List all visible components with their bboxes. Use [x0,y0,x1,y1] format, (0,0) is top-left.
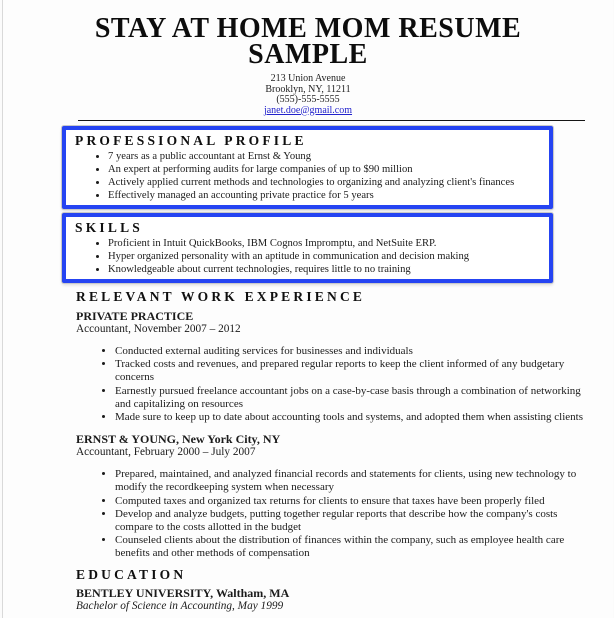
header-divider [78,120,585,121]
skills-highlight-box [62,213,553,283]
email-link[interactable]: janet.doe@gmail.com [263,104,353,116]
profile-bullet: • Actively applied current methods and technologies to organizing and analyzing client's finances [108,176,549,189]
job-bullet: • Made sure to keep up to date about accounting tools and systems, and adopted them when assisting clients [115,411,585,424]
section-heading-education: EDUCATION [76,566,187,582]
profile-bullet-list [74,150,549,202]
job-bullet: • Conducted external auditing services for businesses and individuals [115,345,585,358]
contact-block [3,74,613,116]
profile-bullet: • An expert at performing audits for large companies of up to $90 million [108,163,549,176]
profile-highlight-box [62,126,553,209]
resume-header [3,13,613,116]
resume-page [2,0,613,618]
job-bullet: • Prepared, maintained, and analyzed financial records and statements for clients, using new technology to modify the recordkeeping system when necessary [115,468,585,494]
job-bullet: • Earnestly pursued freelance accountant jobs on a case-by-case basis through a combination of networking and capitalizing on resources [115,385,585,411]
contact-phone: (555)-555-5555 [276,94,340,105]
job-bullet: • Tracked costs and revenues, and prepared regular reports to keep the client informed of any budgetary concerns [115,358,585,384]
section-heading-skills: SKILLS [75,220,143,235]
profile-bullet: • Effectively managed an accounting private practice for 5 years [108,189,549,202]
profile-bullet: • 7 years as a public accountant at Ernst & Young [108,150,549,163]
contact-address: 213 Union Avenue [270,73,346,84]
job-bullet: • Computed taxes and organized tax returns for clients to ensure that taxes have been properly filed [115,495,585,508]
skills-bullet-list [74,237,549,276]
resume-body [3,120,613,613]
school-name: BENTLEY UNIVERSITY, Waltham, MA [76,585,290,600]
degree-line: Bachelor of Science in Accounting, May 1999 [76,599,284,612]
job-employer: ERNST & YOUNG, New York City, NY [76,432,281,447]
education-entry [62,587,585,613]
contact-city: Brooklyn, NY, 11211 [265,83,351,95]
job-bullet: • Counseled clients about the distribution of finances within the company, such as employee health care benefits and other methods of compensation [115,534,585,560]
job-bullet-list [76,468,585,560]
job-entry-private-practice [62,310,585,424]
job-bullet-list [76,345,585,424]
skills-bullet: • Proficient in Intuit QuickBooks, IBM Cognos Impromptu, and NetSuite ERP. [108,237,549,250]
job-bullet: • Develop and analyze budgets, putting together regular reports that describe how the company's costs compare to the costs allotted in the budget [115,508,585,534]
title-line-1: STAY AT HOME MOM RESUME [94,13,522,44]
job-role-dates: Accountant, November 2007 – 2012 [76,323,241,335]
title-line-2: SAMPLE [248,39,368,70]
skills-bullet: • Knowledgeable about current technologies, requires little to no training [108,263,549,276]
page-title [3,13,613,70]
skills-bullet: • Hyper organized personality with an aptitude in communication and decision making [108,250,549,263]
section-heading-experience: RELEVANT WORK EXPERIENCE [76,289,366,304]
job-employer: PRIVATE PRACTICE [76,309,194,323]
job-role-dates: Accountant, February 2000 – July 2007 [76,446,256,459]
job-entry-ernst-young [62,433,585,560]
section-heading-profile: PROFESSIONAL PROFILE [75,133,307,148]
